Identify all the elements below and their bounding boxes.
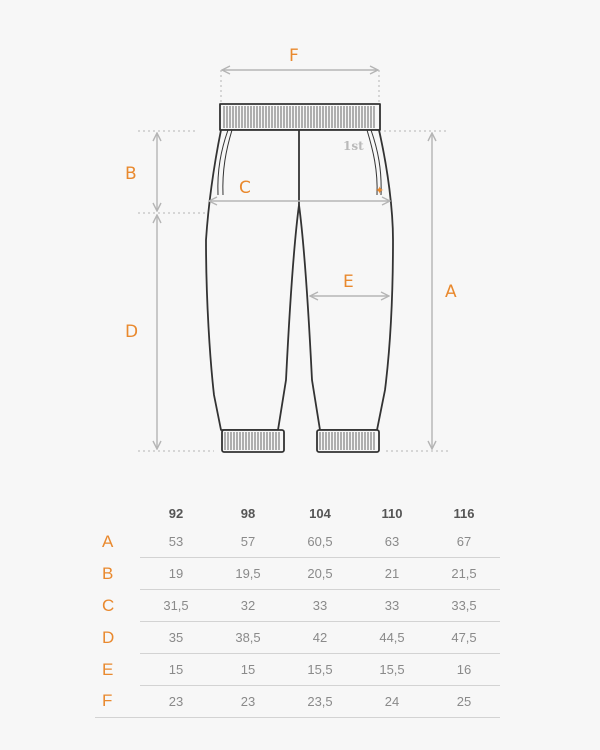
measurement-cell: 63	[356, 526, 428, 558]
measurement-cell: 19	[140, 558, 212, 590]
size-header-row	[95, 500, 500, 526]
size-header: 110	[381, 505, 403, 521]
measurement-cell: 23	[140, 686, 212, 718]
measurement-cell: 20,5	[284, 558, 356, 590]
measurement-cell: 16	[428, 654, 500, 686]
table-row	[95, 654, 500, 686]
table-row	[95, 622, 500, 654]
table-row	[95, 558, 500, 590]
table-row	[95, 590, 500, 622]
measurement-cell: 53	[140, 526, 212, 558]
label-a: A	[445, 282, 457, 302]
measurement-cell: 23,5	[284, 686, 356, 718]
corner-cell	[95, 500, 140, 526]
measurement-cell: 35	[140, 622, 212, 654]
measurement-cell: 21,5	[428, 558, 500, 590]
label-f: F	[289, 46, 299, 66]
star-icon: ✦	[375, 185, 385, 197]
label-b: B	[125, 164, 137, 184]
measurement-cell: 33,5	[428, 590, 500, 622]
measurement-cell: 21	[356, 558, 428, 590]
row-key-label: B	[102, 563, 114, 583]
label-d: D	[125, 322, 139, 342]
row-key-label: F	[95, 686, 140, 718]
measurement-cell: 42	[284, 622, 356, 654]
row-key-label: A	[102, 531, 114, 551]
size-header: 104	[309, 505, 331, 521]
measurement-cell: 31,5	[140, 590, 212, 622]
row-key-label: C	[102, 595, 115, 615]
size-chart-table	[95, 500, 500, 718]
brand-mark: 1st	[343, 139, 364, 153]
measurement-cell: 67	[428, 526, 500, 558]
table-row	[95, 526, 500, 558]
size-header: 116	[453, 505, 475, 521]
measurement-cell: 38,5	[212, 622, 284, 654]
measurement-cell: 57	[212, 526, 284, 558]
measurement-cell: 60,5	[284, 526, 356, 558]
measurement-cell: 23	[212, 686, 284, 718]
size-header: 98	[240, 505, 256, 521]
measurement-cell: 19,5	[212, 558, 284, 590]
row-key-label: D	[102, 627, 115, 647]
label-e: E	[343, 272, 354, 292]
measurement-cell: 44,5	[356, 622, 428, 654]
size-header: 92	[168, 505, 184, 521]
measurement-cell: 25	[428, 686, 500, 718]
measurement-cell: 24	[356, 686, 428, 718]
measurement-cell: 15	[140, 654, 212, 686]
measurement-cell: 33	[284, 590, 356, 622]
measurement-cell: 33	[356, 590, 428, 622]
row-key-label: E	[102, 659, 114, 679]
measurement-cell: 15	[212, 654, 284, 686]
measurement-cell: 15,5	[284, 654, 356, 686]
measurement-cell: 47,5	[428, 622, 500, 654]
label-c: C	[239, 178, 251, 198]
measurement-cell: 15,5	[356, 654, 428, 686]
pants-outline	[206, 104, 393, 452]
table-row	[95, 686, 500, 718]
measurement-cell: 32	[212, 590, 284, 622]
